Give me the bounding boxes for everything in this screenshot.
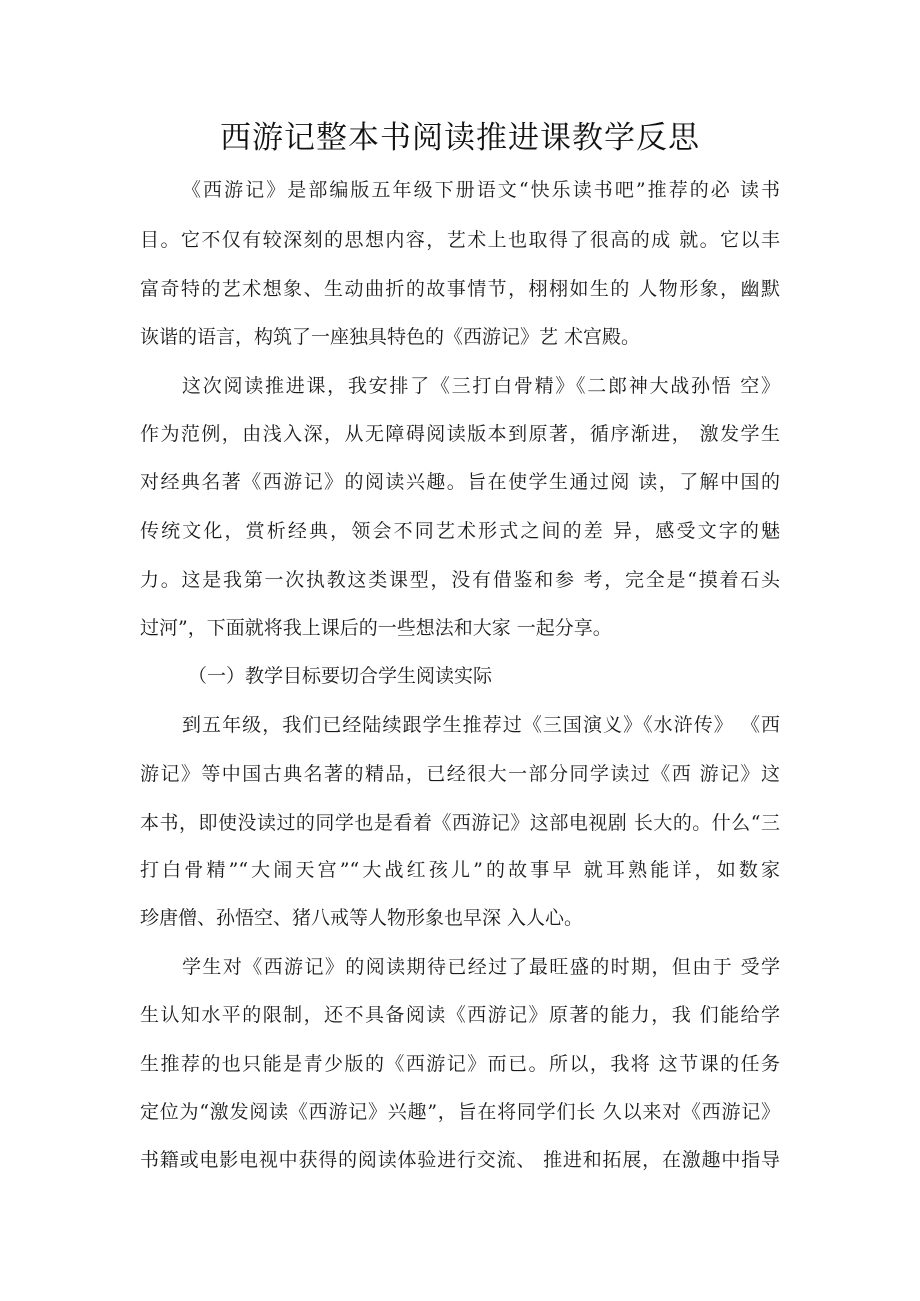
paragraph-1-line-4: 诙谐的语言，构筑了一座独具特色的《西游记》艺 术宫殿。	[140, 326, 641, 348]
document-title: 西游记整本书阅读推进课教学反思	[220, 120, 700, 156]
paragraph-2-line-6: 过河”，下面就将我上课后的一些想法和大家 一起分享。	[140, 617, 612, 639]
paragraph-3-line-3: 本书，即使没读过的同学也是看着《西游记》这部电视剧 长大的。什么“三	[140, 812, 780, 834]
paragraph-3-line-4: 打白骨精”“大闹天宫”“大战红孩儿”的故事早 就耳熟能详，如数家	[140, 859, 780, 881]
paragraph-4-line-4: 定位为“激发阅读《西游记》兴趣”，旨在将同学们长 久以来对《西游记》	[140, 1101, 780, 1123]
paragraph-2-line-3: 对经典名著《西游记》的阅读兴趣。旨在使学生通过阅 读，了解中国的	[140, 471, 780, 493]
paragraph-3-line-1: 到五年级，我们已经陆续跟学生推荐过《三国演义》《水浒传》 《西	[182, 714, 780, 736]
section-heading: （一）教学目标要切合学生阅读实际	[188, 665, 493, 687]
paragraph-4-line-5: 书籍或电影电视中获得的阅读体验进行交流、 推进和拓展，在激趣中指导	[140, 1149, 780, 1171]
paragraph-2-line-2: 作为范例，由浅入深，从无障碍阅读版本到原著，循序渐进， 激发学生	[140, 423, 780, 445]
paragraph-4-line-1: 学生对《西游记》的阅读期待已经过了最旺盛的时期，但由于 受学	[182, 956, 780, 978]
paragraph-1-line-2: 目。它不仅有较深刻的思想内容，艺术上也取得了很高的成 就。它以丰	[140, 229, 780, 251]
paragraph-1-line-1: 《西游记》是部编版五年级下册语文“快乐读书吧”推荐的必 读书	[182, 179, 780, 201]
paragraph-1-line-3: 富奇特的艺术想象、生动曲折的故事情节，栩栩如生的 人物形象，幽默	[140, 278, 780, 300]
paragraph-4-line-3: 生推荐的也只能是青少版的《西游记》而已。所以，我将 这节课的任务	[140, 1053, 780, 1075]
paragraph-4-line-2: 生认知水平的限制，还不具备阅读《西游记》原著的能力，我 们能给学	[140, 1004, 780, 1026]
paragraph-3-line-2: 游记》等中国古典名著的精品，已经很大一部分同学读过《西 游记》这	[140, 763, 780, 785]
paragraph-2-line-4: 传统文化，赏析经典，领会不同艺术形式之间的差 异，感受文字的魅	[140, 520, 780, 542]
paragraph-2-line-1: 这次阅读推进课，我安排了《三打白骨精》《二郎神大战孙悟 空》	[182, 375, 780, 397]
paragraph-3-line-5: 珍唐僧、孙悟空、猪八戒等人物形象也早深 入人心。	[140, 907, 584, 929]
paragraph-2-line-5: 力。这是我第一次执教这类课型，没有借鉴和参 考，完全是“摸着石头	[140, 569, 780, 591]
